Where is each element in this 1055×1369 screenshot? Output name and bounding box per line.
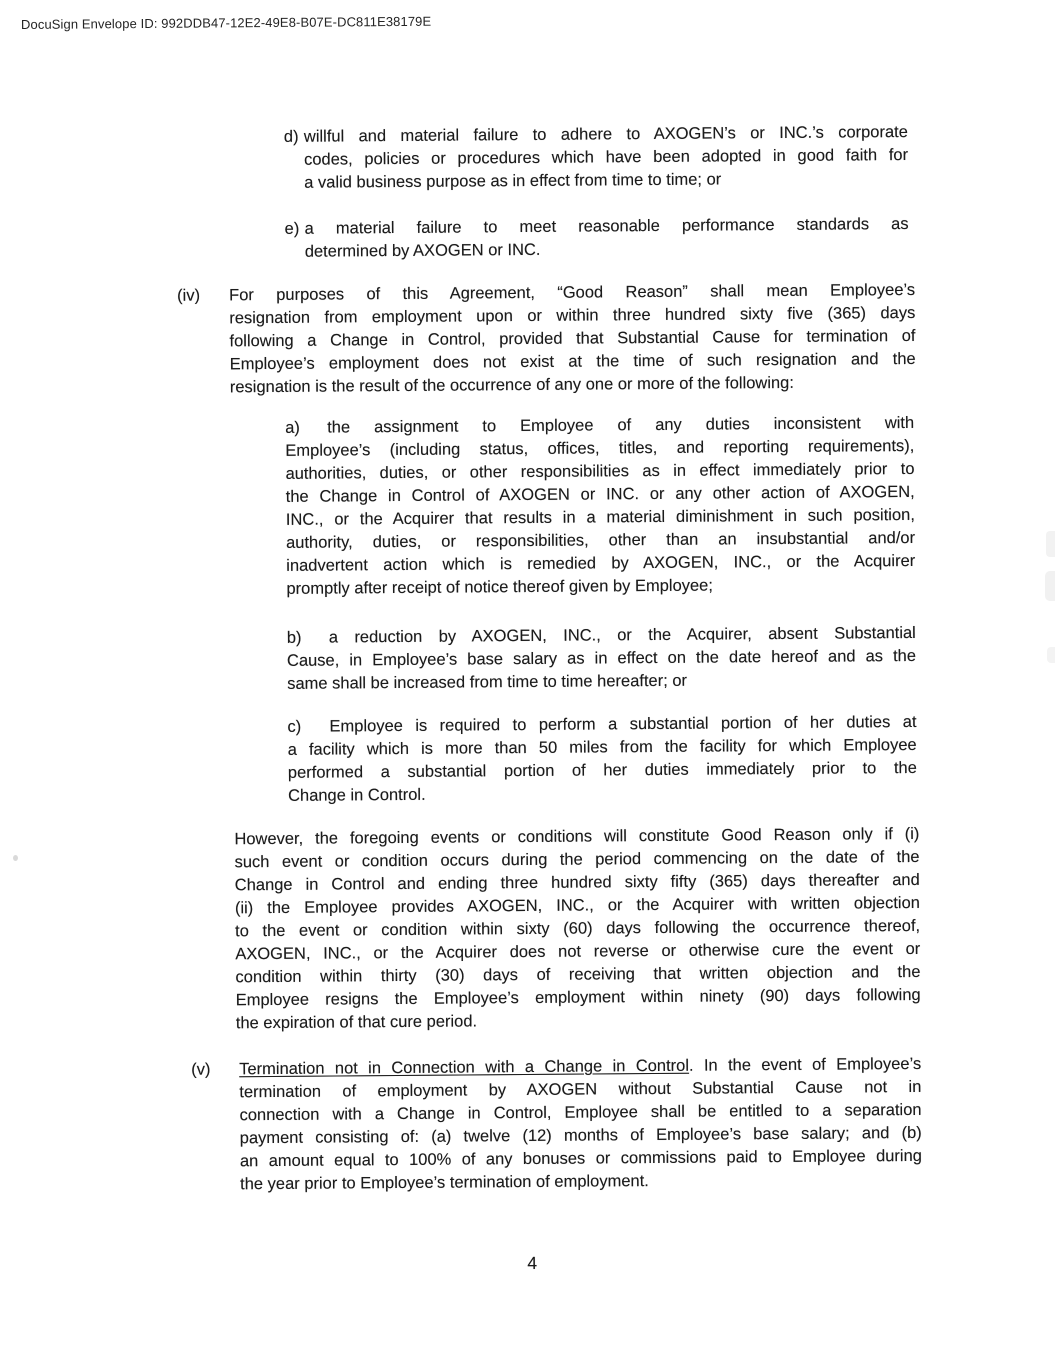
text-line: willful and material failure to adhere to AXOGEN’s or INC.’s corporate — [303, 122, 908, 146]
text-line: c) Employee is required to perform a substantial portion of her duties at — [287, 711, 916, 739]
clause-e — [285, 213, 909, 264]
text-line: Cause, in Employee’s base salary as in effect on the date hereof and as the — [286, 646, 917, 670]
text-line: promptly after receipt of notice thereof given by Employee; — [286, 576, 713, 598]
text-line: a) the assignment to Employee of any duties inconsistent with — [285, 412, 914, 440]
text-line: performed a substantial portion of her duties immediately prior to the — [287, 758, 917, 782]
text-line: a valid business purpose as in effect from time to time; or — [304, 170, 722, 192]
text-line: such event or condition occurs during the period commencing on the date of the — [234, 847, 920, 872]
text-line: authorities, duties, or other responsibilities as in effect immediately prior to — [285, 459, 915, 483]
text-line: condition within thirty (30) days of receiving that written objection and the — [235, 962, 921, 987]
text-line: an amount equal to 100% of any bonuses or commissions paid to Employee during — [239, 1146, 922, 1171]
text-line: Change in Control and ending three hundred sixty fifty (365) days thereafter and — [234, 870, 920, 895]
clause-d — [284, 121, 909, 195]
text-line: termination of employment by AXOGEN without Substantial Cause not in — [239, 1077, 922, 1102]
text-line: AXOGEN, INC., or the Acquirer does not reverse or otherwise cure the event or — [235, 939, 921, 964]
clause-v-label: (v) — [191, 1060, 211, 1079]
text-line: Employee resigns the Employee’s employment within ninety (90) days following — [235, 985, 921, 1010]
clause-iv — [177, 279, 916, 400]
text-line: Employee’s employment does not exist at the time of such resignation and the — [229, 349, 916, 374]
clause-a — [285, 412, 915, 601]
page-number: 4 — [527, 1252, 538, 1274]
text-line: (ii) the Employee provides AXOGEN, INC., or the Acquirer with written objection — [234, 893, 920, 918]
text-line: the Change in Control of AXOGEN or INC. or any other action of AXOGEN, — [285, 482, 915, 506]
text-line: For purposes of this Agreement, “Good Reason” shall mean Employee’s — [229, 280, 916, 305]
text-line: inadvertent action which is remedied by AXOGEN, INC., or the Acquirer — [286, 551, 916, 575]
text-line: codes, policies or procedures which have been adopted in good faith for — [303, 145, 909, 169]
text-line: resignation is the result of the occurrence of any one or more of the following: — [229, 373, 794, 397]
text-line: However, the foregoing events or conditions will constitute Good Reason only if (i) — [234, 824, 920, 849]
underlined-heading: Termination not in Connection with a Change in Control — [239, 1056, 690, 1079]
text-line: Employee’s (including status, offices, titles, and reporting requirements), — [285, 436, 915, 460]
text-line: Change in Control. — [287, 785, 426, 805]
text-line: resignation from employment upon or within three hundred sixty five (365) days — [229, 303, 916, 328]
text-line: a facility which is more than 50 miles from the facility for which Employee — [287, 735, 917, 759]
text-line: payment consisting of: (a) twelve (12) months of Employee’s base salary; and (b) — [239, 1123, 922, 1148]
paragraph-however — [234, 823, 921, 1035]
clause-b — [287, 622, 917, 696]
clause-b-label: b) — [286, 628, 302, 647]
text-line: authority, duties, or responsibilities, other than an insubstantial and/or — [286, 528, 916, 552]
clause-c — [287, 711, 917, 808]
clause-v — [191, 1053, 922, 1197]
text-line: same shall be increased from time to time hereafter; or — [287, 671, 688, 693]
clause-e-label: e) — [284, 219, 300, 238]
clause-a-label: a) — [285, 418, 300, 437]
text-line: b) a reduction by AXOGEN, INC., or the Acquirer, absent Substantial — [287, 622, 916, 650]
text-line: Termination not in Connection with a Change in Control. In the event of Employee’s — [239, 1054, 922, 1079]
text-line: the year prior to Employee’s termination of employment. — [240, 1172, 649, 1194]
text-line: INC., or the Acquirer that results in a material diminishment in such position, — [285, 505, 915, 529]
text-line: determined by AXOGEN or INC. — [304, 240, 541, 261]
text-line: following a Change in Control, provided that Substantial Cause for termination of — [229, 326, 916, 351]
docusign-envelope-id: DocuSign Envelope ID: 992DDB47-12E2-49E8-B07E-DC811E38179E — [20, 13, 432, 32]
text-line: a material failure to meet reasonable performance standards as — [304, 214, 909, 238]
clause-d-label: d) — [283, 127, 299, 146]
text-line: connection with a Change in Control, Employee shall be entitled to a separation — [239, 1100, 922, 1125]
text-line: the expiration of that cure period. — [235, 1012, 478, 1033]
text-line: to the event or condition within sixty (60) days following the occurrence thereof, — [235, 916, 921, 941]
clause-c-label: c) — [287, 717, 302, 736]
clause-iv-label: (iv) — [177, 286, 201, 305]
